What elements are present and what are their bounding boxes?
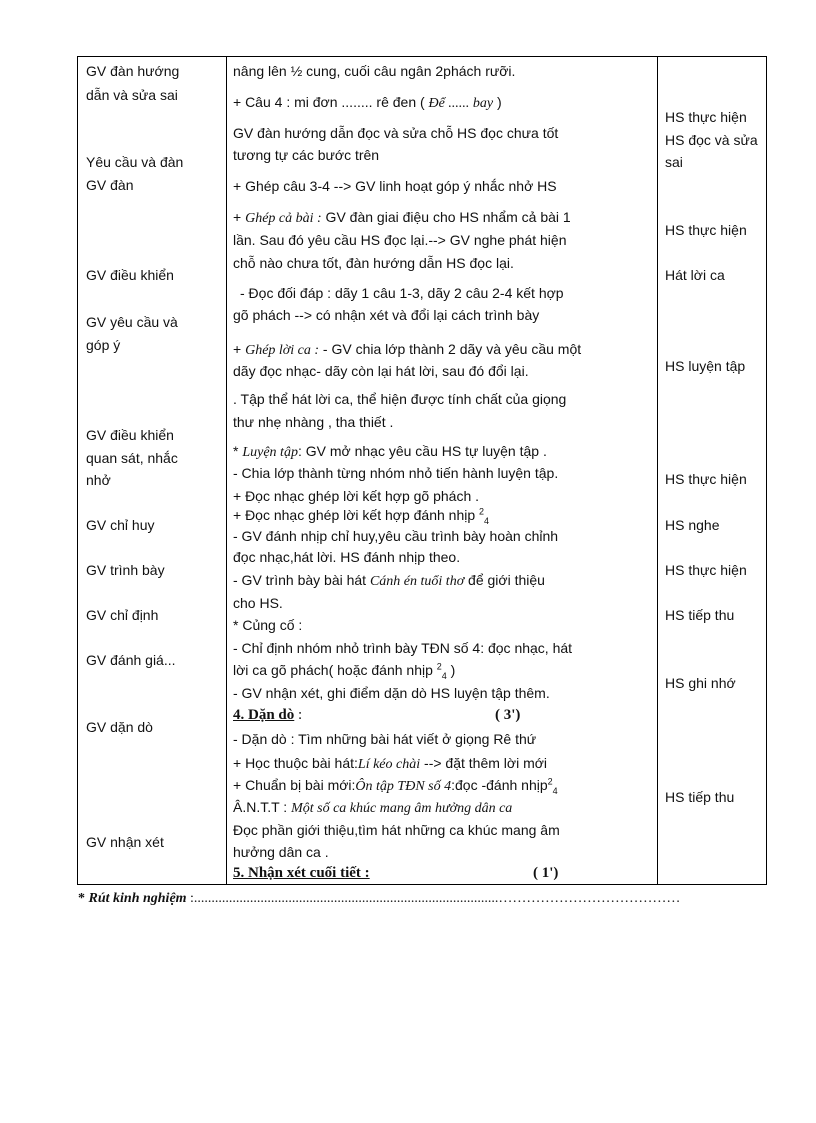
content-line: . Tập thể hát lời ca, thể hiện được tính chất của giọng (233, 391, 567, 407)
reflection-line: * Rút kinh nghiệm :.......................................................................................………………………………… (78, 891, 681, 906)
section-heading: 4. Dặn dò : ( 3') (233, 707, 521, 723)
content-line: - Chia lớp thành từng nhóm nhỏ tiến hành luyện tập. (233, 465, 559, 481)
table-divider-2 (657, 56, 658, 885)
content-line: - GV đánh nhịp chỉ huy,yêu cầu trình bày hoàn chỉnh (233, 528, 559, 544)
table-bottom-border (77, 884, 767, 885)
content-line: * Luyện tập: GV mở nhạc yêu cầu HS tự luyện tập . (233, 443, 547, 460)
left-text: GV điều khiển (86, 267, 174, 283)
content-line: chỗ nào chưa tốt, đàn hướng dẫn HS đọc lại. (233, 255, 514, 271)
content-line: tương tự các bước trên (233, 147, 380, 163)
content-line: - Đọc đối đáp : dãy 1 câu 1-3, dãy 2 câu 2-4 kết hợp (240, 285, 564, 301)
right-text: HS thực hiện (665, 562, 747, 578)
content-line: - GV trình bày bài hát Cánh én tuổi thơ để giới thiệu (233, 572, 545, 589)
content-line: + Ghép lời ca : - GV chia lớp thành 2 dãy và yêu cầu một (233, 341, 582, 358)
content-line: + Đọc nhạc ghép lời kết hợp đánh nhịp $^2_4$ (233, 506, 490, 526)
left-text: GV đàn hướng (86, 63, 180, 79)
left-text: Yêu cầu và đàn (86, 154, 184, 170)
left-text: dẫn và sửa sai (86, 87, 178, 103)
content-line: thư nhẹ nhàng , tha thiết . (233, 414, 394, 430)
content-line: + Học thuộc bài hát:Lí kéo chài --> đặt thêm lời mới (233, 755, 548, 772)
left-text: góp ý (86, 337, 121, 353)
content-line: + Ghép câu 3-4 --> GV linh hoạt góp ý nhắc nhở HS (233, 178, 557, 194)
right-text: HS tiếp thu (665, 607, 735, 623)
content-line: nâng lên ½ cung, cuối câu ngân 2phách rưỡi. (233, 63, 516, 79)
left-text: GV đàn (86, 177, 134, 193)
content-line: + Câu 4 : mi đơn ........ rê đen ( Để ...... bay ) (233, 94, 502, 111)
table-right-border (766, 56, 767, 885)
left-text: GV đánh giá... (86, 652, 176, 668)
content-line: - Dặn dò : Tìm những bài hát viết ở giọng Rê thứ (233, 731, 537, 747)
left-text: GV điều khiển (86, 427, 174, 443)
content-line: đọc nhạc,hát lời. HS đánh nhịp theo. (233, 549, 461, 565)
right-text: sai (665, 154, 683, 170)
content-line: + Đọc nhạc ghép lời kết hợp gõ phách . (233, 488, 480, 504)
left-text: GV chỉ định (86, 607, 159, 623)
right-text: HS nghe (665, 517, 720, 533)
left-text: nhở (86, 472, 111, 488)
content-line: gõ phách --> có nhận xét và đổi lại cách trình bày (233, 307, 540, 323)
left-text: quan sát, nhắc (86, 450, 178, 466)
content-line: cho HS. (233, 595, 283, 611)
left-text: GV trình bày (86, 562, 165, 578)
right-text: HS tiếp thu (665, 789, 735, 805)
content-line: hưởng dân ca . (233, 844, 329, 860)
right-text: HS thực hiện (665, 471, 747, 487)
right-text: Hát lời ca (665, 267, 725, 283)
content-line: GV đàn hướng dẫn đọc và sửa chỗ HS đọc chưa tốt (233, 125, 559, 141)
content-line: * Củng cố : (233, 617, 303, 633)
content-line: lời ca gõ phách( hoặc đánh nhịp $^2_4$ ) (233, 661, 456, 681)
right-text: HS ghi nhớ (665, 675, 736, 691)
content-line: dãy đọc nhạc- dãy còn lại hát lời, sau đó đổi lại. (233, 363, 529, 379)
content-line: + Chuẩn bị bài mới:Ôn tập TĐN số 4:đọc -đánh nhịp$^2_4$ (233, 776, 558, 796)
content-line: lần. Sau đó yêu cầu HS đọc lại.--> GV nghe phát hiện (233, 232, 567, 248)
left-text: GV nhận xét (86, 834, 164, 850)
right-text: HS đọc và sửa (665, 132, 758, 148)
left-text: GV chỉ huy (86, 517, 155, 533)
content-line: - Chỉ định nhóm nhỏ trình bày TĐN số 4: đọc nhạc, hát (233, 640, 573, 656)
content-line: + Ghép cả bài : GV đàn giai điệu cho HS nhẩm cả bài 1 (233, 209, 571, 226)
left-text: GV dặn dò (86, 719, 153, 735)
content-line: Đọc phần giới thiệu,tìm hát những ca khúc mang âm (233, 822, 560, 838)
section-heading: 5. Nhận xét cuối tiết : ( 1') (233, 865, 559, 881)
right-text: HS luyện tập (665, 358, 746, 374)
table-left-border (77, 56, 78, 885)
left-text: GV yêu cầu và (86, 314, 178, 330)
right-text: HS thực hiện (665, 109, 747, 125)
right-text: HS thực hiện (665, 222, 747, 238)
content-line: - GV nhận xét, ghi điểm dặn dò HS luyện tập thêm. (233, 685, 550, 701)
table-top-border (77, 56, 767, 57)
table-divider-1 (226, 56, 227, 885)
content-line: Â.N.T.T : Một số ca khúc mang âm hưởng dân ca (233, 799, 513, 816)
